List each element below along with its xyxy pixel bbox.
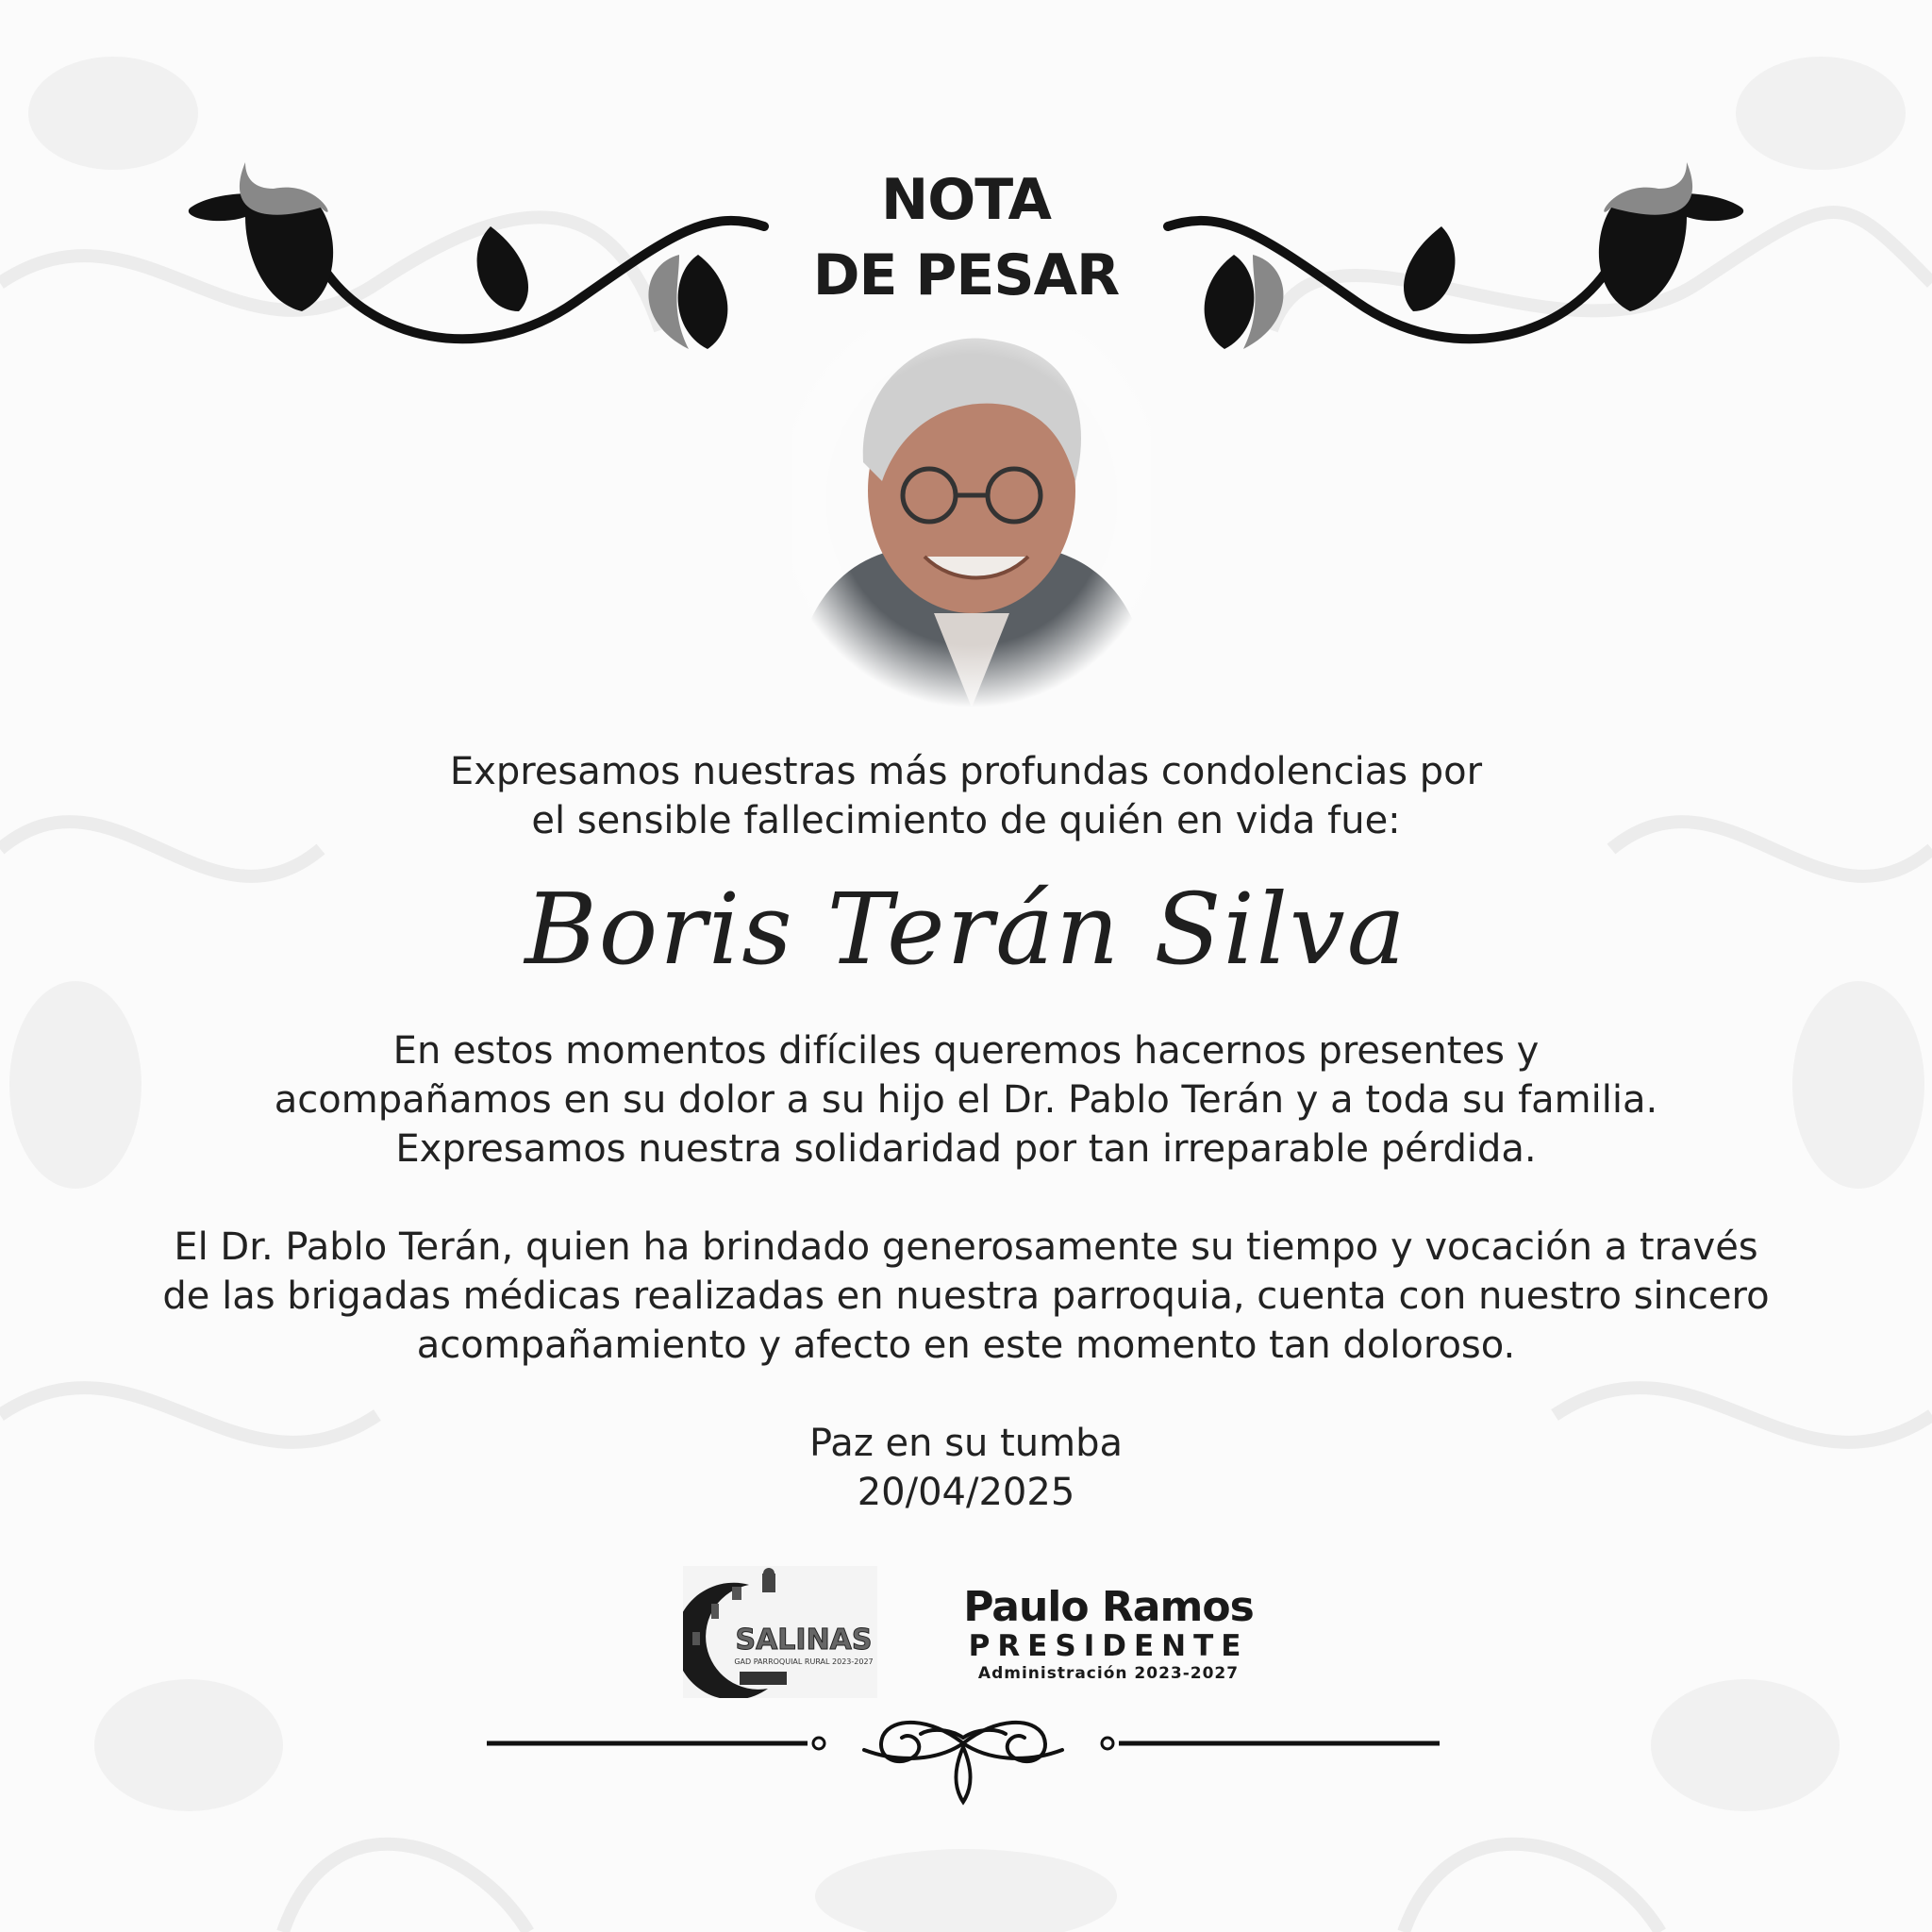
paragraph-line: acompañamos en su dolor a su hijo el Dr. Pablo Terán y a toda su familia.: [274, 1078, 1658, 1122]
closing-date: 20/04/2025: [857, 1471, 1075, 1514]
condolence-paragraph-1: [94, 1026, 1838, 1174]
ramos-name: Paulo Ramos: [963, 1583, 1254, 1631]
intro-line: Expresamos nuestras más profundas condolencias por: [449, 750, 1483, 793]
paragraph-line: acompañamiento y afecto en este momento tan doloroso.: [416, 1324, 1516, 1367]
closing-block: [94, 1419, 1838, 1517]
condolence-paragraph-2: [94, 1223, 1838, 1370]
closing-phrase: Paz en su tumba: [808, 1422, 1124, 1465]
salinas-logo-name: SALINAS: [735, 1624, 873, 1657]
title-line-1: NOTA: [881, 167, 1051, 233]
portrait-photo: [792, 330, 1151, 708]
ramos-role: PRESIDENTE: [968, 1629, 1249, 1663]
ornamental-divider: [487, 1707, 1440, 1811]
ramos-admin: Administración 2023-2027: [977, 1664, 1240, 1683]
intro-line: el sensible fallecimiento de quién en vida fue:: [531, 799, 1401, 842]
deceased-name: Boris Terán Silva: [525, 872, 1407, 987]
page-title: [777, 162, 1155, 313]
paragraph-line: En estos momentos difíciles queremos hacernos presentes y: [392, 1029, 1540, 1073]
intro-text: [94, 747, 1838, 845]
salinas-logo-subtitle: GAD PARROQUIAL RURAL 2023-2027: [734, 1657, 874, 1666]
right-vine-ornament: [1149, 151, 1753, 377]
paragraph-line: Expresamos nuestra solidaridad por tan irreparable pérdida.: [395, 1127, 1537, 1171]
salinas-logo: [683, 1566, 877, 1698]
paulo-ramos-logo: [953, 1585, 1264, 1685]
title-line-2: DE PESAR: [812, 242, 1120, 308]
left-vine-ornament: [179, 151, 783, 377]
paragraph-line: de las brigadas médicas realizadas en nuestra parroquia, cuenta con nuestro sincero: [162, 1274, 1770, 1318]
paragraph-line: El Dr. Pablo Terán, quien ha brindado generosamente su tiempo y vocación a través: [174, 1225, 1758, 1269]
